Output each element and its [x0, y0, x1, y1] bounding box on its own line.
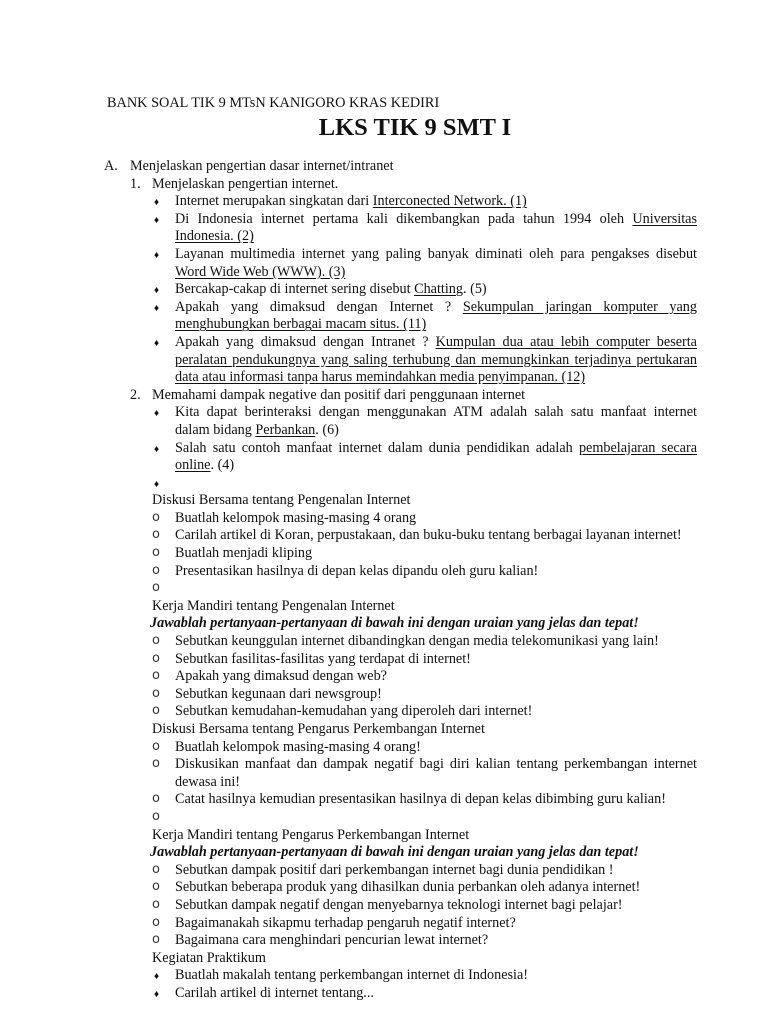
circle-bullet-icon: o	[152, 738, 160, 754]
circle-bullet-icon: o	[152, 808, 160, 824]
diamond-bullet-icon: ♦	[154, 197, 160, 209]
document-body	[0, 158, 768, 1003]
list-item-empty	[0, 475, 697, 493]
circle-bullet-icon: o	[152, 633, 160, 649]
list-item: o Sebutkan keunggulan internet dibandingkan dengan media telekomunikasi yang lain!	[152, 633, 659, 650]
list-item: o Sebutkan beberapa produk yang dihasilkan dunia perbankan oleh adanya internet!	[152, 879, 641, 896]
circle-bullet-icon: o	[152, 527, 160, 543]
list-item: o Sebutkan kemudahan-kemudahan yang diperoleh dari internet!	[152, 703, 533, 720]
list-item: ♦ Internet merupakan singkatan dari Interconected Network. (1)	[0, 193, 697, 211]
circle-bullet-icon: o	[152, 791, 160, 807]
list-item: o Presentasikan hasilnya di depan kelas dipandu oleh guru kalian!	[152, 562, 539, 579]
list-item: o Catat hasilnya kemudian presentasikan hasilnya di depan kelas dibimbing guru kalian!	[152, 791, 666, 808]
circle-bullet-icon: o	[152, 580, 160, 596]
list-item: ♦ Apakah yang dimaksud dengan Internet ? Sekumpulan jaringan komputer yang menghubungkan berbagai macam situs. (11)	[154, 298, 697, 333]
section-marker: A.	[104, 158, 118, 174]
circle-bullet-icon: o	[152, 914, 160, 930]
list-item: o Buatlah kelompok masing-masing 4 orang	[152, 509, 417, 526]
list-item: o Bagaimanakah sikapmu terhadap pengaruh negatif internet?	[152, 914, 516, 931]
circle-bullet-icon: o	[152, 896, 160, 912]
list-item-empty	[0, 809, 697, 827]
circle-bullet-icon: o	[152, 509, 160, 525]
list-item: o Bagaimana cara menghindari pencurian lewat internet?	[152, 932, 489, 949]
diamond-bullet-icon: ♦	[154, 214, 160, 226]
circle-bullet-icon: o	[152, 668, 160, 684]
school-header: BANK SOAL TIK 9 MTsN KANIGORO KRAS KEDIRI	[107, 95, 440, 111]
circle-bullet-icon: o	[152, 562, 160, 578]
diamond-bullet-icon: ♦	[154, 971, 160, 983]
circle-bullet-icon: o	[152, 932, 160, 948]
page-title: LKS TIK 9 SMT I	[318, 114, 512, 141]
answer: Chatting	[414, 281, 463, 298]
list-item: o Sebutkan fasilitas-fasilitas yang terdapat di internet!	[152, 650, 471, 667]
activity-heading: Kerja Mandiri tentang Pengenalan Internet	[152, 597, 395, 614]
activity-heading: Diskusi Bersama tentang Pengarus Perkembangan Internet	[152, 721, 485, 737]
diamond-bullet-icon: ♦	[154, 443, 160, 455]
activity-instruction: Jawablah pertanyaan-pertanyaan di bawah ini dengan uraian yang jelas dan tepat!	[150, 615, 639, 632]
circle-bullet-icon: o	[152, 650, 160, 666]
answer: Kumpulan dua atau lebih computer beserta peralatan pendukungnya yang saling terhubung dan memungkinkan terjadinya pertukaran data atau informasi tanpa harus memindahkan media penyimpanan. (12)	[175, 333, 697, 386]
answer: Interconected Network. (1)	[372, 193, 527, 210]
diamond-bullet-icon: ♦	[154, 302, 160, 314]
answer: Word Wide Web (WWW). (3)	[175, 263, 346, 280]
list-item: o Apakah yang dimaksud dengan web?	[152, 668, 387, 685]
list-item: ♦ Apakah yang dimaksud dengan Intranet ? Kumpulan dua atau lebih computer beserta peralatan pendukungnya yang saling terhubung dan memungkinkan terjadinya pertukaran data atau informasi tanpa harus memindahkan media penyimpanan. (12)	[154, 333, 697, 386]
list-item-empty	[0, 580, 697, 598]
subsection-1-heading: 1. Menjelaskan pengertian internet.	[130, 175, 339, 192]
diamond-bullet-icon: ♦	[154, 249, 160, 261]
section-a-heading: A. Menjelaskan pengertian dasar internet/intranet	[104, 158, 394, 174]
circle-bullet-icon: o	[152, 703, 160, 719]
list-item: o Sebutkan kegunaan dari newsgroup!	[152, 685, 382, 702]
answer: Universitas Indonesia. (2)	[175, 210, 697, 245]
activity-heading: Kerja Mandiri tentang Pengarus Perkembangan Internet	[152, 826, 470, 843]
circle-bullet-icon: o	[152, 756, 160, 772]
activity-instruction: Jawablah pertanyaan-pertanyaan di bawah ini dengan uraian yang jelas dan tepat!	[150, 844, 639, 861]
circle-bullet-icon: o	[152, 545, 160, 561]
list-item: o Carilah artikel di Koran, perpustakaan, dan buku-buku tentang berbagai layanan internet!	[152, 527, 682, 544]
list-item: o Sebutkan dampak positif dari perkembangan internet bagi dunia pendidikan !	[152, 861, 614, 878]
list-item: o Sebutkan dampak negatif dengan menyebarnya teknologi internet bagi pelajar!	[152, 896, 623, 913]
list-item: ♦ Di Indonesia internet pertama kali dikembangkan pada tahun 1994 oleh Universitas Indonesia. (2)	[154, 210, 697, 245]
answer: Perbankan	[255, 421, 316, 438]
list-item: ♦ Layanan multimedia internet yang paling banyak diminati oleh para pengakses disebut Word Wide Web (WWW). (3)	[154, 245, 697, 280]
activity-heading: Diskusi Bersama tentang Pengenalan Internet	[152, 492, 411, 509]
answer: pembelajaran secara online	[175, 439, 697, 474]
list-item: ♦ Carilah artikel di internet tentang...	[0, 985, 697, 1003]
diamond-bullet-icon: ♦	[154, 337, 160, 349]
answer: Sekumpulan jaringan komputer yang menghubungkan berbagai macam situs. (11)	[175, 298, 697, 333]
activity-heading: Kegiatan Praktikum	[152, 949, 266, 966]
circle-bullet-icon: o	[152, 861, 160, 877]
diamond-bullet-icon: ♦	[154, 285, 160, 297]
subsection-2-heading: 2. Memahami dampak negative dan positif dari penggunaan internet	[130, 386, 526, 403]
list-item: o Diskusikan manfaat dan dampak negatif bagi diri kalian tentang perkembangan internet dewasa ini!	[152, 756, 697, 790]
list-item: o Buatlah kelompok masing-masing 4 orang!	[152, 738, 421, 755]
list-item: ♦ Buatlah makalah tentang perkembangan internet di Indonesia!	[0, 967, 697, 985]
list-item: ♦ Salah satu contoh manfaat internet dalam dunia pendidikan adalah pembelajaran secara online. (4)	[154, 439, 697, 474]
diamond-bullet-icon: ♦	[154, 478, 160, 490]
circle-bullet-icon: o	[152, 879, 160, 895]
list-item: ♦ Kita dapat berinteraksi dengan menggunakan ATM adalah salah satu manfaat internet dalam bidang Perbankan. (6)	[154, 404, 697, 438]
circle-bullet-icon: o	[152, 685, 160, 701]
list-item: o Buatlah menjadi kliping	[152, 545, 313, 562]
diamond-bullet-icon: ♦	[154, 988, 160, 1000]
diamond-bullet-icon: ♦	[154, 408, 160, 420]
list-item: ♦ Bercakap-cakap di internet sering disebut Chatting. (5)	[0, 281, 697, 299]
